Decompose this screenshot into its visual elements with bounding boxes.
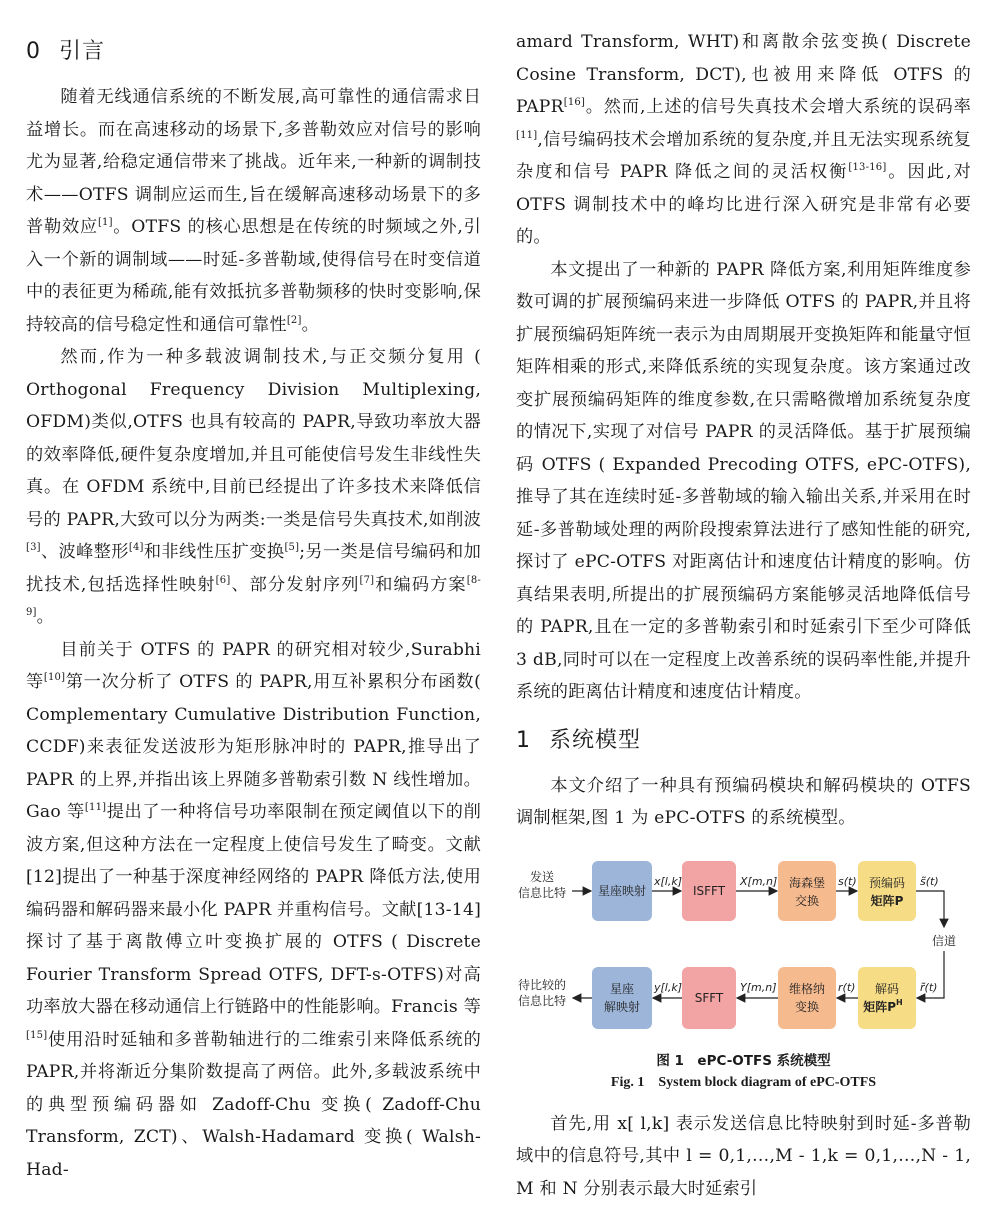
block-sfft-label: SFFT bbox=[694, 990, 724, 1005]
rx-label-line2: 信息比特 bbox=[517, 993, 567, 1008]
rx-label-line1: 待比较的 bbox=[517, 977, 567, 992]
citation: [15] bbox=[26, 1029, 48, 1041]
block-precoding-label-2: 矩阵P bbox=[870, 893, 904, 908]
citation: [11] bbox=[84, 802, 107, 813]
citation: [3] bbox=[26, 542, 41, 553]
block-constellation-demapping bbox=[592, 967, 652, 1029]
block-precoding bbox=[858, 861, 916, 921]
block-decoding-label-2: 矩阵$P^H$ bbox=[863, 997, 903, 1014]
citation: [1] bbox=[97, 217, 113, 228]
block-isfft-label: ISFFT bbox=[692, 883, 726, 898]
signal-x: x[l,k] bbox=[654, 874, 683, 888]
tx-label-line1: 发送 bbox=[529, 869, 555, 884]
section-0-number: 0 bbox=[26, 39, 41, 64]
system-block-diagram bbox=[516, 839, 971, 1044]
left-column bbox=[26, 26, 481, 1186]
paragraph-2: 然而,作为一种多载波调制技术,与正交频分复用 ( Orthogonal Frequency Division Multiplexing, OFDM)类似,OTFS 也具有较高的 PAPR,导致功率放大器的效率降低,硬件复杂度增加,并且可能使信号发生非线性失真。在 OFDM 系统中,目前已经提出了许多技术来降低信号的 PAPR,大致可以分为两类:一类是信号失真技术,如削波[3]、波峰整形[4]和非线性压扩变换[5];另一类是信号编码和加扰技术,包括选择性映射[6]、部分发射序列[7]和编码方案[8-9]。 bbox=[26, 347, 481, 627]
citation: [7] bbox=[359, 574, 375, 586]
signal-s: s(t) bbox=[838, 874, 857, 888]
citation: [2] bbox=[286, 314, 302, 326]
citation: [10] bbox=[43, 672, 66, 683]
block-constellation-mapping-label: 星座映射 bbox=[597, 883, 647, 898]
block-wigner bbox=[778, 967, 836, 1029]
signal-X: X[m,n] bbox=[740, 874, 778, 888]
block-decoding-label-1: 解码 bbox=[874, 981, 900, 996]
section-0-title: 引言 bbox=[59, 39, 106, 64]
block-heisenberg bbox=[778, 861, 836, 921]
section-1-title: 系统模型 bbox=[549, 727, 642, 753]
citation: [16] bbox=[563, 97, 586, 108]
tx-label-line2: 信息比特 bbox=[517, 885, 567, 900]
paragraph-6: 本文介绍了一种具有预编码模块和解码模块的 OTFS 调制框架,图 1 为 ePC-OTFS 的系统模型。 bbox=[516, 775, 971, 828]
channel-label: 信道 bbox=[931, 933, 957, 948]
section-1-number: 1 bbox=[516, 727, 531, 753]
section-1-heading bbox=[516, 723, 971, 754]
signal-r-tilde: r̃(t) bbox=[920, 980, 938, 994]
block-demapping-label-2: 解映射 bbox=[603, 999, 641, 1014]
paragraph-7: 首先,用 x[ l,k] 表示发送信息比特映射到时延-多普勒域中的信息符号,其中 l = 0,1,…,M - 1,k = 0,1,…,N - 1, M 和 N 分别表示最大时延索引 bbox=[516, 1113, 971, 1199]
citation: [13-16] bbox=[848, 162, 887, 173]
block-wigner-label-1: 维格纳 bbox=[788, 981, 826, 996]
citation: [11] bbox=[516, 129, 538, 141]
block-wigner-label-2: 变换 bbox=[794, 999, 820, 1014]
signal-y: y[l,k] bbox=[654, 980, 683, 994]
paragraph-1: 随着无线通信系统的不断发展,高可靠性的通信需求日益增长。而在高速移动的场景下,多普勒效应对信号的影响尤为显著,给稳定通信带来了挑战。近年来,一种新的调制技术——OTFS 调制应运而生,旨在缓解高速移动场景下的多普勒效应[1]。OTFS 的核心思想是在传统的时频域之外,引入一个新的调制域——时延-多普勒域,使得信号在时变信道中的表征更为稀疏,能有效抵抗多普勒频移的快时变影响,保持较高的信号稳定性和通信可靠性[2]。 bbox=[26, 87, 481, 335]
signal-Y: Y[m,n] bbox=[740, 980, 777, 994]
figure-caption-cn: 图 1 ePC-OTFS 系统模型 bbox=[656, 1052, 831, 1069]
block-precoding-label-1: 预编码 bbox=[868, 875, 906, 890]
citation: [8-9] bbox=[26, 574, 481, 618]
section-0-heading bbox=[26, 34, 481, 65]
citation: [5] bbox=[284, 542, 300, 553]
citation: [4] bbox=[128, 542, 144, 553]
block-heisenberg-label-2: 交换 bbox=[794, 893, 820, 908]
signal-s-tilde: s̃(t) bbox=[920, 874, 939, 888]
right-column bbox=[516, 26, 971, 1205]
paragraph-4: amard Transform, WHT)和离散余弦变换( Discrete Cosine Transform, DCT),也被用来降低 OTFS 的 PAPR[16]。然而,上述的信号失真技术会增大系统的误码率[11],信号编码技术会增加系统的复杂度,并且无法实现系统复杂度和信号 PAPR 降低之间的灵活权衡[13-16]。因此,对 OTFS 调制技术中的峰均比进行深入研究是非常有必要的。 bbox=[516, 32, 971, 247]
figure-caption-en: Fig. 1 System block diagram of ePC-OTFS bbox=[610, 1074, 877, 1090]
paragraph-3: 目前关于 OTFS 的 PAPR 的研究相对较少,Surabhi 等[10]第一次分析了 OTFS 的 PAPR,用互补累积分布函数( Complementary Cumulative Distribution Function, CCDF)来表征发送波形为矩形脉冲时的 PAPR,推导出了 PAPR 的上界,并指出该上界随多普勒索引数 N 线性增加。Gao 等[11]提出了一种将信号功率限制在预定阈值以下的削波方案,但这种方法在一定程度上使信号发生了畸变。文献[12]提出了一种基于深度神经网络的 PAPR 降低方法,使用编码器和解码器来最小化 PAPR 并重构信号。文献[13-14]探讨了基于离散傅立叶变换扩展的 OTFS ( Discrete Fourier Transform Spread OTFS, DFT-s-OTFS)对高功率放大器在移动通信上行链路中的性能影响。Francis 等[15]使用沿时延轴和多普勒轴进行的二维索引来降低系统的 PAPR,并将渐近分集阶数提高了两倍。此外,多载波系统中的典型预编码器如 Zadoff-Chu 变换( Zadoff-Chu Transform, ZCT)、Walsh-Hadamard 变换( Walsh-Had- bbox=[26, 639, 482, 1180]
block-decoding bbox=[858, 967, 916, 1029]
block-heisenberg-label-1: 海森堡 bbox=[788, 875, 826, 890]
citation: [6] bbox=[215, 574, 231, 586]
signal-r: r(t) bbox=[838, 980, 856, 994]
block-demapping-label-1: 星座 bbox=[609, 981, 635, 996]
paragraph-5: 本文提出了一种新的 PAPR 降低方案,利用矩阵维度参数可调的扩展预编码来进一步降低 OTFS 的 PAPR,并且将扩展预编码矩阵统一表示为由周期展开变换矩阵和能量守恒矩阵相乘的形式,来降低系统的实现复杂度。该方案通过改变扩展预编码矩阵的维度参数,在只需略微增加系统复杂度的情况下,实现了对信号 PAPR 的灵活降低。基于扩展预编码 OTFS ( Expanded Precoding OTFS, ePC-OTFS),推导了其在连续时延-多普勒域的输入输出关系,并采用在时延-多普勒域处理的两阶段搜索算法进行了感知性能的研究,探讨了 ePC-OTFS 对距离估计和速度估计精度的影响。仿真结果表明,所提出的扩展预编码方案能够灵活地降低信号的 PAPR,且在一定的多普勒索引和时延索引下至少可降低 3 dB,同时可以在一定程度上改善系统的误码率性能,并提升系统的距离估计精度和速度估计精度。 bbox=[516, 259, 971, 702]
